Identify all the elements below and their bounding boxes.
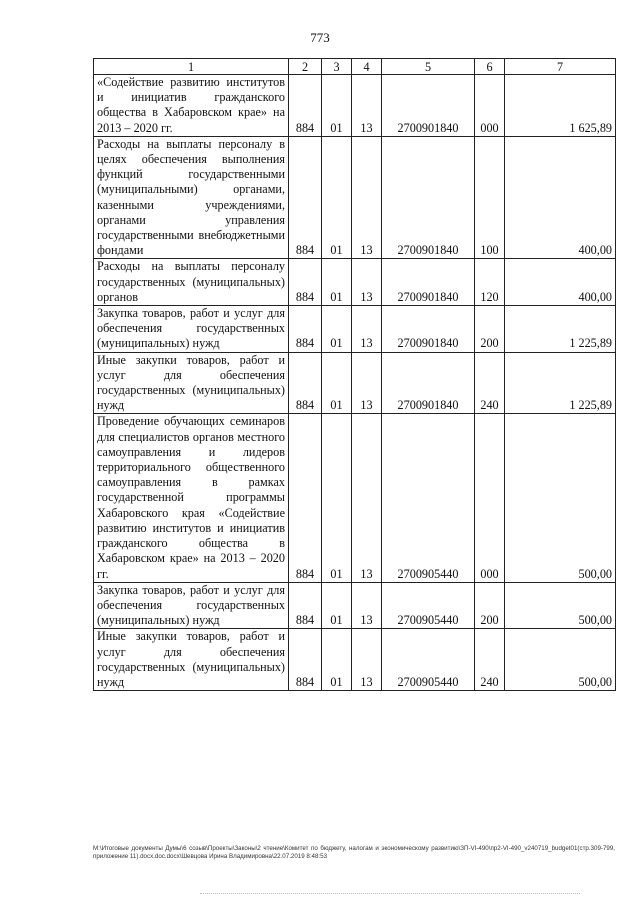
row-name: «Содействие развитию институтов и инициатив гражданского общества в Хабаровском крае» на 2013 – 2020 гг. <box>94 75 289 137</box>
row-expense-type: 200 <box>475 306 505 353</box>
row-amount: 500,00 <box>505 582 616 629</box>
row-name: Иные закупки товаров, работ и услуг для обеспечения государственных (муниципальных) нужд <box>94 629 289 691</box>
table-row <box>94 414 616 582</box>
row-subsection-code: 13 <box>352 136 382 259</box>
row-name: Закупка товаров, работ и услуг для обеспечения государственных (муниципальных) нужд <box>94 582 289 629</box>
row-expense-type: 100 <box>475 136 505 259</box>
header-col-1: 1 <box>94 59 289 75</box>
row-name: Иные закупки товаров, работ и услуг для обеспечения государственных (муниципальных) нужд <box>94 352 289 414</box>
table-row <box>94 306 616 353</box>
row-expense-type: 240 <box>475 352 505 414</box>
row-amount: 400,00 <box>505 259 616 306</box>
scan-artifact-line <box>200 893 580 896</box>
row-section-code: 01 <box>322 352 352 414</box>
row-expense-type: 000 <box>475 75 505 137</box>
row-target-article: 2700901840 <box>382 306 475 353</box>
row-ministry-code: 884 <box>289 306 322 353</box>
row-amount: 500,00 <box>505 629 616 691</box>
row-expense-type: 120 <box>475 259 505 306</box>
row-section-code: 01 <box>322 306 352 353</box>
row-target-article: 2700905440 <box>382 582 475 629</box>
row-section-code: 01 <box>322 414 352 582</box>
table-row <box>94 136 616 259</box>
row-subsection-code: 13 <box>352 352 382 414</box>
table-row <box>94 582 616 629</box>
row-expense-type: 000 <box>475 414 505 582</box>
row-ministry-code: 884 <box>289 629 322 691</box>
row-name: Проведение обучающих семинаров для специалистов органов местного самоуправления и лидеров территориального общественного самоуправления в рамках государственной программы Хабаровского края «Содействие развитию институтов и инициатив гражданского общества в Хабаровском крае» на 2013 – 2020 гг. <box>94 414 289 582</box>
row-ministry-code: 884 <box>289 259 322 306</box>
row-ministry-code: 884 <box>289 136 322 259</box>
header-col-4: 4 <box>352 59 382 75</box>
row-amount: 400,00 <box>505 136 616 259</box>
header-row <box>94 59 616 75</box>
header-col-5: 5 <box>382 59 475 75</box>
budget-table <box>93 58 616 691</box>
row-subsection-code: 13 <box>352 75 382 137</box>
row-name: Расходы на выплаты персоналу в целях обеспечения выполнения функций государственными (муниципальными) органами, казенными учреждениями, органами управления государственными внебюджетными фондами <box>94 136 289 259</box>
row-subsection-code: 13 <box>352 306 382 353</box>
table-row <box>94 75 616 137</box>
row-ministry-code: 884 <box>289 582 322 629</box>
table-row <box>94 259 616 306</box>
row-section-code: 01 <box>322 582 352 629</box>
row-amount: 500,00 <box>505 414 616 582</box>
row-expense-type: 240 <box>475 629 505 691</box>
row-subsection-code: 13 <box>352 259 382 306</box>
row-ministry-code: 884 <box>289 352 322 414</box>
page-number: 773 <box>310 30 330 45</box>
row-expense-type: 200 <box>475 582 505 629</box>
table-row <box>94 629 616 691</box>
row-target-article: 2700901840 <box>382 259 475 306</box>
row-name: Закупка товаров, работ и услуг для обеспечения государственных (муниципальных) нужд <box>94 306 289 353</box>
row-section-code: 01 <box>322 75 352 137</box>
row-target-article: 2700901840 <box>382 136 475 259</box>
document-path-footer: M:\Итоговые документы Думы\6 созыв\Проекты\Законы\2 чтение\Комитет по бюджету, налогам и экономическому развитию\ЗП-VI-490\пр2-VI-490_v240719_budget01(стр.309-799, приложение 11).docx.doc.docx\Шевцова Ирина Владимировна\22.07.2019 8:48:53 <box>93 845 615 860</box>
row-name: Расходы на выплаты персоналу государственных (муниципальных) органов <box>94 259 289 306</box>
row-section-code: 01 <box>322 259 352 306</box>
header-col-7: 7 <box>505 59 616 75</box>
row-target-article: 2700905440 <box>382 629 475 691</box>
row-amount: 1 225,89 <box>505 352 616 414</box>
row-amount: 1 225,89 <box>505 306 616 353</box>
row-ministry-code: 884 <box>289 414 322 582</box>
row-amount: 1 625,89 <box>505 75 616 137</box>
header-col-3: 3 <box>322 59 352 75</box>
row-subsection-code: 13 <box>352 414 382 582</box>
row-target-article: 2700901840 <box>382 75 475 137</box>
row-subsection-code: 13 <box>352 629 382 691</box>
table-row <box>94 352 616 414</box>
row-section-code: 01 <box>322 136 352 259</box>
row-subsection-code: 13 <box>352 582 382 629</box>
header-col-6: 6 <box>475 59 505 75</box>
row-section-code: 01 <box>322 629 352 691</box>
row-ministry-code: 884 <box>289 75 322 137</box>
row-target-article: 2700905440 <box>382 414 475 582</box>
header-col-2: 2 <box>289 59 322 75</box>
row-target-article: 2700901840 <box>382 352 475 414</box>
